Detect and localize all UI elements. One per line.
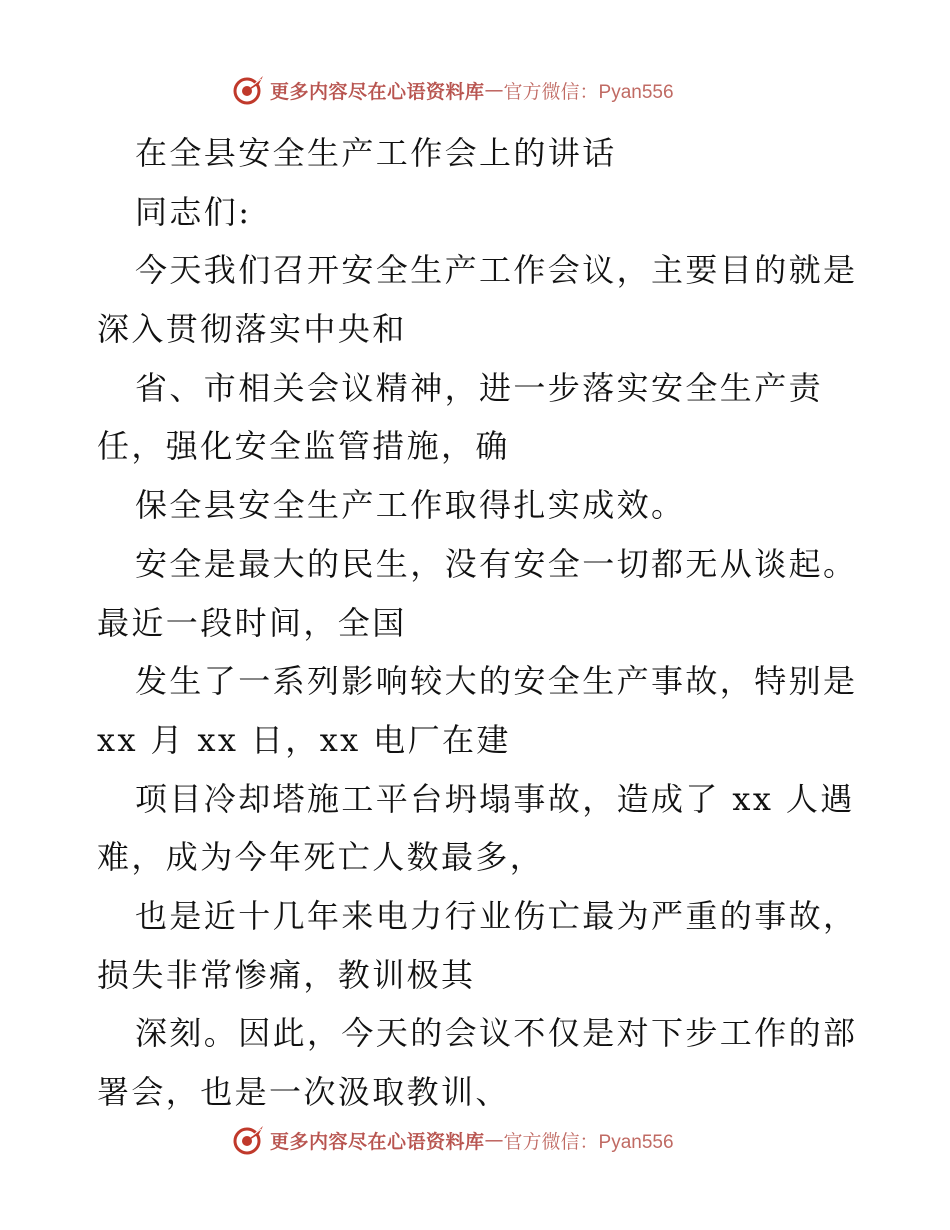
paragraph-line: 保全县安全生产工作取得扎实成效。 bbox=[135, 486, 686, 525]
paragraph-line: 发生了一系列影响较大的安全生产事故，特别是 bbox=[135, 662, 858, 701]
quill-logo-icon bbox=[232, 1123, 266, 1157]
paragraph-line: 最近一段时间，全国 bbox=[97, 603, 407, 642]
paragraph-line: 损失非常惨痛，教训极其 bbox=[97, 955, 476, 994]
watermark-dash: — bbox=[484, 79, 504, 101]
paragraph-line: 任，强化安全监管措施，确 bbox=[97, 427, 510, 466]
paragraph-line: 省、市相关会议精神，进一步落实安全生产责 bbox=[135, 368, 824, 407]
quill-logo-icon bbox=[232, 73, 266, 107]
paragraph-line: 深刻。因此，今天的会议不仅是对下步工作的部 bbox=[135, 1014, 858, 1053]
paragraph-line: 难，成为今年死亡人数最多， bbox=[97, 838, 545, 877]
paragraph-line: 署会，也是一次汲取教训、 bbox=[97, 1073, 510, 1111]
paragraph-line: 深入贯彻落实中央和 bbox=[97, 310, 407, 349]
paragraph-line: 今天我们召开安全生产工作会议，主要目的就是 bbox=[135, 251, 858, 290]
watermark-dash: — bbox=[484, 1129, 504, 1151]
paragraph-line: 项目冷却塔施工平台坍塌事故，造成了 xx 人遇 bbox=[135, 779, 855, 818]
watermark-contact-text: 官方微信：Pyan556 bbox=[503, 81, 674, 103]
watermark-contact-text: 官方微信：Pyan556 bbox=[503, 1131, 674, 1153]
watermark-site-text: 更多内容尽在心语资料库 bbox=[270, 1130, 485, 1153]
paragraph-line: 安全是最大的民生，没有安全一切都无从谈起。 bbox=[135, 544, 858, 583]
header-watermark bbox=[232, 72, 674, 108]
document-body bbox=[97, 124, 857, 1122]
watermark-site-text: 更多内容尽在心语资料库 bbox=[270, 80, 485, 103]
document-title: 在全县安全生产工作会上的讲话 bbox=[135, 134, 617, 172]
paragraph-line: xx 月 xx 日，xx 电厂在建 bbox=[97, 720, 511, 759]
salutation: 同志们: bbox=[135, 192, 252, 231]
footer-watermark bbox=[232, 1122, 674, 1158]
paragraph-line: 也是近十几年来电力行业伤亡最为严重的事故， bbox=[135, 896, 858, 935]
